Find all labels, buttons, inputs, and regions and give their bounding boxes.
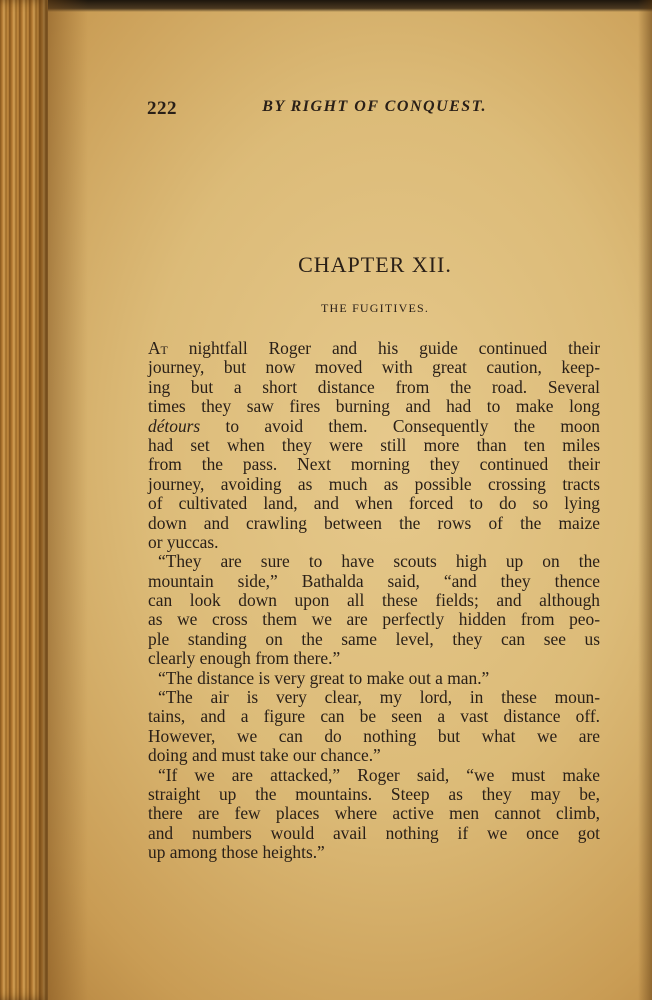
text-line: clearly enough from there.”	[148, 648, 341, 669]
text-line: ing but a short distance from the road. Several	[148, 376, 600, 397]
text-line: doing and must take our chance.”	[148, 745, 381, 766]
text-line: journey, avoiding as much as possible crossing tracts	[148, 473, 600, 494]
text-line: “The air is very clear, my lord, in these moun-	[158, 687, 600, 708]
text-line: can look down upon all these fields; and although	[148, 590, 600, 611]
text-line: straight up the mountains. Steep as they may be,	[148, 783, 600, 804]
book-spine	[0, 0, 48, 1000]
text-line: “The distance is very great to make out a man.”	[158, 667, 490, 688]
text-line: up among those heights.”	[148, 842, 325, 863]
text-line-rest: nightfall Roger and his guide continued their	[167, 338, 600, 358]
text-line: journey, but now moved with great caution, keep-	[148, 357, 600, 378]
text-line: from the pass. Next morning they continued their	[148, 454, 600, 475]
text-line: times they saw fires burning and had to make long	[148, 396, 600, 417]
italic-word: détours	[148, 415, 201, 436]
text-line: However, we can do nothing but what we are	[148, 725, 600, 746]
page-top-edge	[0, 0, 652, 12]
text-line: ple standing on the same level, they can see us	[148, 628, 600, 649]
page-right-edge	[638, 0, 652, 1000]
chapter-title: CHAPTER XII.	[298, 252, 452, 277]
text-line: “If we are attacked,” Roger said, “we must make	[158, 764, 600, 785]
chapter-subtitle: THE FUGITIVES.	[320, 301, 430, 315]
text-line: of cultivated land, and when forced to do so lying	[148, 493, 600, 514]
page-number: 222	[147, 98, 177, 119]
text-line: and numbers would avail nothing if we once got	[148, 822, 600, 843]
running-head	[147, 98, 487, 122]
text-line: down and crawling between the rows of the maize	[148, 512, 600, 533]
gutter-shadow	[48, 0, 88, 1000]
body-text	[148, 339, 600, 863]
text-line: or yuccas.	[148, 531, 219, 552]
text-line: mountain side,” Bathalda said, “and they thence	[148, 570, 600, 591]
text-line	[148, 417, 600, 436]
text-line: had set when they were still more than ten miles	[148, 434, 600, 455]
text-line: there are few places where active men cannot climb,	[148, 803, 600, 824]
drop-word: At	[148, 338, 168, 358]
text-line: as we cross them we are perfectly hidden from peo-	[148, 609, 600, 630]
text-line-rest: to avoid them. Consequently the moon	[200, 415, 600, 436]
text-line: “They are sure to have scouts high up on the	[158, 551, 600, 572]
text-line	[148, 339, 600, 358]
text-line: tains, and a figure can be seen a vast distance off.	[148, 706, 600, 727]
running-title: BY RIGHT OF CONQUEST.	[262, 98, 487, 115]
